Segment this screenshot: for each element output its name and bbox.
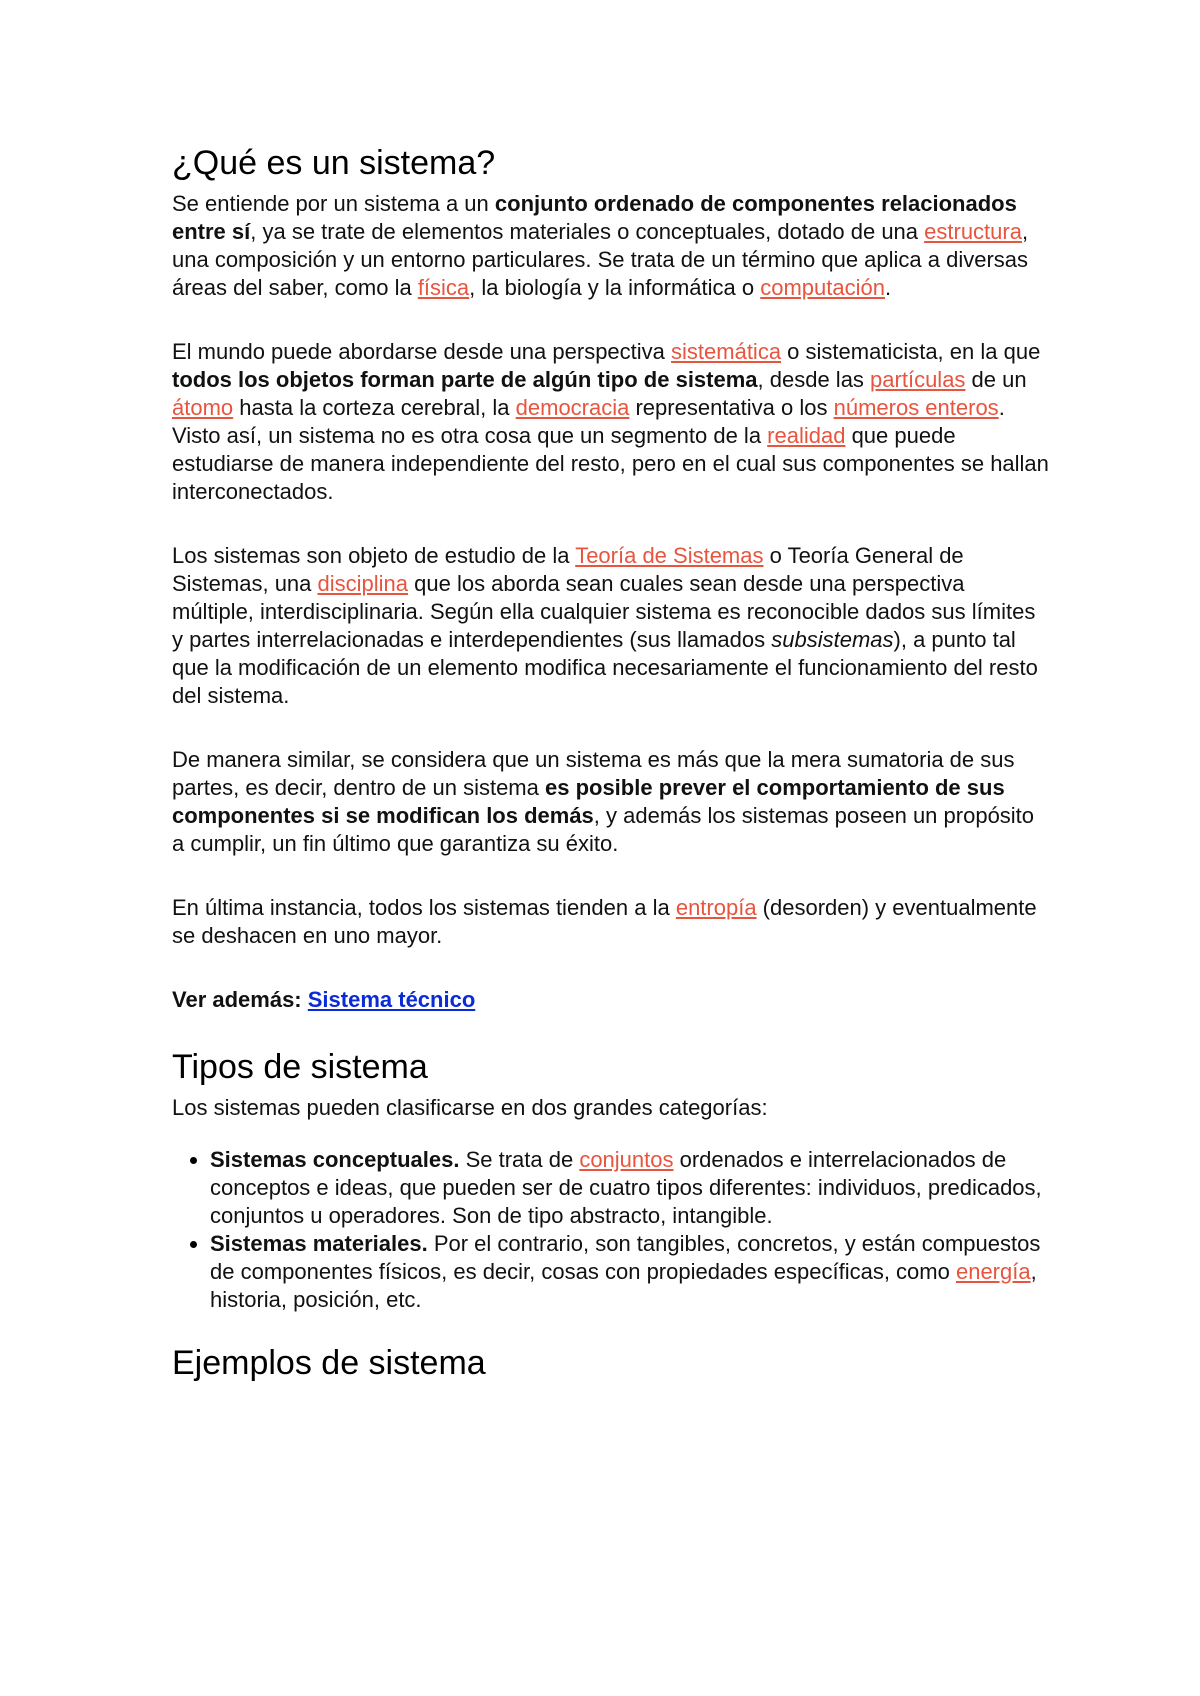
paragraph-similar: De manera similar, se considera que un sistema es más que la mera sumatoria de sus partes, es decir, dentro de un sistema es posible prever el comportamiento de sus componentes si se modifican los demás, y además los sistemas poseen un propósito a cumplir, un fin último que garantiza su éxito. — [172, 747, 1035, 856]
paragraph-definicion: Se entiende por un sistema a un conjunto ordenado de componentes relacionados entre sí, ya se trate de elementos materiales o conceptuales, dotado de una estructura, una composición y un entorno particulares. Se trata de un término que aplica a diversas áreas del saber, como la física, la biología y la informática o computación. — [172, 191, 1029, 300]
bold-todos-los-objetos: todos los objetos forman parte de algún tipo de sistema — [172, 367, 758, 392]
link-energia[interactable]: energía — [955, 1259, 1031, 1284]
paragraph-teoria: Los sistemas son objeto de estudio de la Teoría de Sistemas o Teoría General de Sistemas, una disciplina que los aborda sean cuales sean desde una perspectiva múltiple, interdisciplinaria. Según ella cualquier sistema es reconocible dados sus límites y partes interrelacionadas e interdependientes (sus llamados subsistemas), a punto tal que la modificación de un elemento modifica necesariamente el funcionamiento del resto del sistema. — [172, 543, 1038, 708]
link-sistematica[interactable]: sistemática — [671, 339, 782, 364]
heading-tipos-de-sistema: Tipos de sistema — [172, 1048, 428, 1086]
see-also-label: Ver además: — [172, 987, 308, 1012]
heading-ejemplos-de-sistema: Ejemplos de sistema — [172, 1344, 486, 1382]
paragraph-entropia: En última instancia, todos los sistemas tienden a la entropía (desorden) y eventualmente se deshacen en uno mayor. — [172, 895, 1037, 948]
link-numeros-enteros[interactable]: números enteros — [833, 395, 999, 420]
heading-que-es-un-sistema: ¿Qué es un sistema? — [172, 144, 496, 182]
list-item-conceptuales: • Sistemas conceptuales. Se trata de conjuntos ordenados e interrelacionados de conceptos e ideas, que pueden ser de cuatro tipos diferentes: individuos, predicados, conjuntos u operadores. Son de tipo abstracto, intangible. — [210, 1146, 1052, 1230]
list-item-materiales: • Sistemas materiales. Por el contrario, son tangibles, concretos, y están compuestos de componentes físicos, es decir, cosas con propiedades específicas, como energía, historia, posición, etc. — [210, 1230, 1052, 1314]
link-estructura[interactable]: estructura — [924, 219, 1022, 244]
link-disciplina[interactable]: disciplina — [317, 571, 409, 596]
link-particulas[interactable]: partículas — [870, 367, 966, 392]
bold-definition: conjunto ordenado de componentes relacionados entre sí — [172, 191, 1017, 244]
link-teoria-de-sistemas[interactable]: Teoría de Sistemas — [575, 543, 764, 568]
link-sistema-tecnico[interactable]: Sistema técnico — [307, 987, 476, 1012]
link-conjuntos[interactable]: conjuntos — [579, 1147, 674, 1172]
link-realidad[interactable]: realidad — [767, 423, 846, 448]
bold-prever-comportamiento: es posible prever el comportamiento de sus componentes si se modifican los demás — [172, 775, 1005, 828]
see-also — [172, 986, 1052, 1014]
link-entropia[interactable]: entropía — [675, 895, 757, 920]
list-tipos — [172, 1146, 1052, 1314]
link-atomo[interactable]: átomo — [172, 395, 234, 420]
link-computacion[interactable]: computación — [760, 275, 885, 300]
link-fisica[interactable]: física — [417, 275, 470, 300]
document-content — [172, 140, 1052, 1390]
paragraph-tipos-intro: Los sistemas pueden clasificarse en dos grandes categorías: — [172, 1095, 768, 1120]
link-democracia[interactable]: democracia — [515, 395, 630, 420]
italic-subsistemas: subsistemas — [771, 627, 894, 652]
paragraph-mundo: El mundo puede abordarse desde una perspectiva sistemática o sistematicista, en la que todos los objetos forman parte de algún tipo de sistema, desde las partículas de un átomo hasta la corteza cerebral, la democracia representativa o los números enteros. Visto así, un sistema no es otra cosa que un segmento de la realidad que puede estudiarse de manera independiente del resto, pero en el cual sus componentes se hallan interconectados. — [172, 339, 1049, 504]
